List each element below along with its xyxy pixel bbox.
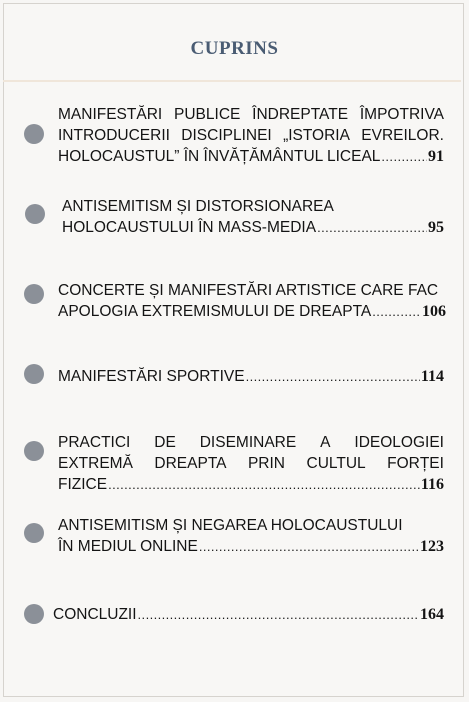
- bullet-icon: [24, 441, 44, 461]
- entry-word: MANIFESTĂRI: [58, 106, 163, 123]
- toc-entry-text: PRACTICI DE DISEMINARE A IDEOLOGIEI EXTREMĂ DREAPTA PRIN CULTUL FORȚEI FIZICE ..... 116: [58, 432, 444, 495]
- title-divider: [3, 80, 461, 82]
- page-number: 116: [420, 476, 444, 493]
- entry-last-line: CONCLUZII: [53, 606, 137, 623]
- bullet-icon: [24, 523, 44, 543]
- leader-dots: [199, 536, 419, 557]
- page-number: 106: [422, 303, 446, 320]
- toc-entry-text: [62, 196, 444, 238]
- bullet-icon: [24, 604, 44, 624]
- page-number: 164: [420, 606, 444, 623]
- toc-entry-text: [58, 515, 444, 557]
- entry-line: CONCERTE ȘI MANIFESTĂRI ARTISTICE CARE FAC: [58, 282, 439, 299]
- leader-dots: [108, 474, 420, 495]
- leader-dots: [246, 366, 420, 387]
- leader-dots: [381, 146, 427, 167]
- bullet-icon: [24, 124, 44, 144]
- entry-last-line: APOLOGIA EXTREMISMULUI DE DREAPTA: [58, 303, 372, 320]
- leader-dots: [317, 217, 427, 238]
- bullet-icon: [24, 284, 44, 304]
- toc-entry-text: MANIFESTĂRI PUBLICE ÎNDREPTATE ÎMPOTRIVA INTRODUCERII DISCIPLINEI „ISTORIA EVREILOR. HOLOCAUSTUL” ÎN ÎNVĂȚĂMÂNTUL LICEAL ..... 91: [58, 104, 444, 167]
- entry-last-line: ÎN MEDIUL ONLINE: [58, 538, 198, 555]
- page-number: 123: [420, 538, 444, 555]
- leader-dots: [372, 301, 421, 322]
- leader-dots: [138, 604, 419, 625]
- page-number: 91: [428, 148, 444, 165]
- entry-last-line: FIZICE: [58, 476, 108, 493]
- entry-last-line: HOLOCAUSTUL” ÎN ÎNVĂȚĂMÂNTUL LICEAL: [58, 148, 381, 165]
- entry-last-line: HOLOCAUSTULUI ÎN MASS-MEDIA: [62, 219, 317, 236]
- page-title: CUPRINS: [190, 38, 279, 59]
- bullet-icon: [24, 364, 44, 384]
- page-number: 95: [428, 219, 444, 236]
- toc-entry-text: [53, 604, 444, 625]
- toc-entry-text: [58, 280, 446, 322]
- page-number: 114: [420, 368, 444, 385]
- entry-line: ANTISEMITISM ȘI NEGAREA HOLOCAUSTULUI: [58, 517, 403, 534]
- bullet-icon: [25, 204, 45, 224]
- entry-line: ANTISEMITISM ȘI DISTORSIONAREA: [62, 198, 334, 215]
- toc-entry-text: [58, 366, 444, 387]
- entry-last-line: MANIFESTĂRI SPORTIVE: [58, 368, 245, 385]
